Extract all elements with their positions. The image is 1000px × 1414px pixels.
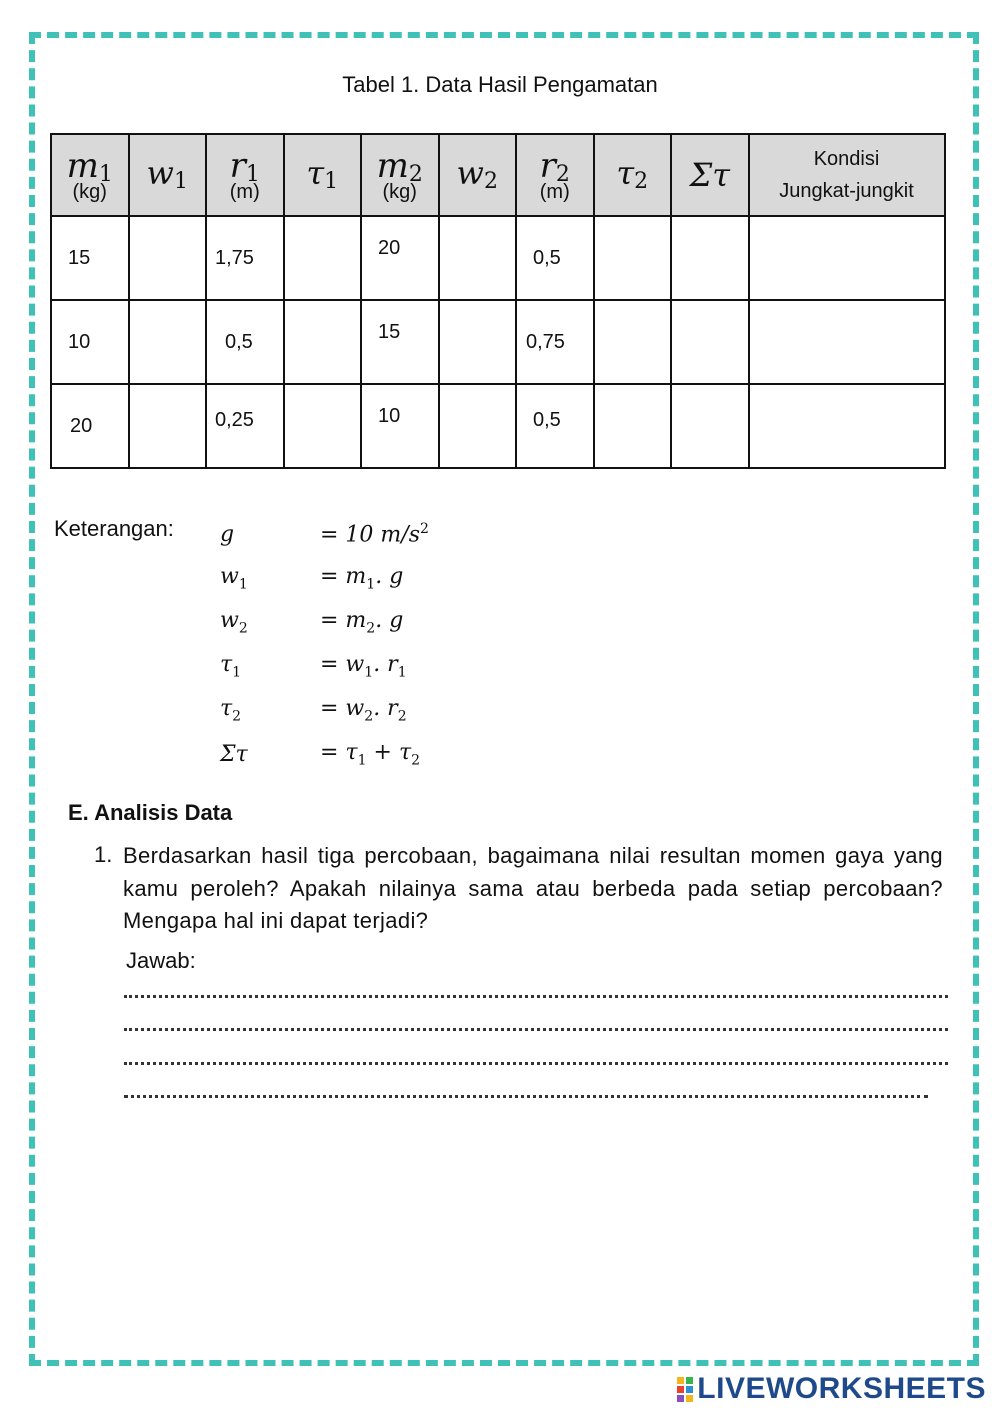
header-tau1: $\tau_1$ <box>284 134 362 216</box>
cell-tau1-input[interactable] <box>284 216 362 300</box>
answer-line[interactable] <box>124 1095 928 1098</box>
formula-g: g = 10 $m/s^2$ <box>220 520 429 548</box>
cell-r2: 0,75 <box>516 300 594 384</box>
formula-list <box>220 512 429 776</box>
answer-line[interactable] <box>124 995 948 998</box>
unit-label: (m) <box>229 180 260 203</box>
section-title: E. Analisis Data <box>68 800 233 825</box>
question-number: 1. <box>94 842 113 867</box>
cell-tau2-input[interactable] <box>594 216 672 300</box>
cell-m2: 10 <box>361 384 439 468</box>
cell-kondisi-input[interactable] <box>749 384 945 468</box>
answer-line[interactable] <box>124 1062 948 1065</box>
cell-m1: 20 <box>51 384 129 468</box>
question-text: Berdasarkan hasil tiga percobaan, bagaimana nilai resultan momen gaya yang kamu peroleh? Apakah nilainya sama atau berbeda pada setiap percobaan? Mengapa hal ini dapat terjadi? <box>123 843 943 933</box>
formula-w1: $w_1$ = $m_1$. g <box>220 563 404 593</box>
liveworksheets-logo <box>677 1372 986 1406</box>
header-sum-tau: Στ <box>671 134 749 216</box>
observation-table <box>50 133 946 469</box>
keterangan-label: Keterangan: <box>54 516 174 541</box>
cell-sum-tau-input[interactable] <box>671 300 749 384</box>
header-w2: $w_2$ <box>439 134 517 216</box>
table-row <box>51 216 945 300</box>
cell-w2-input[interactable] <box>439 216 517 300</box>
cell-w2-input[interactable] <box>439 300 517 384</box>
cell-tau1-input[interactable] <box>284 384 362 468</box>
formula-tau2: $\tau_2$ = $w_2$. $r_2$ <box>220 695 407 725</box>
unit-label: (m) <box>539 180 570 203</box>
cell-m1: 15 <box>51 216 129 300</box>
cell-w1-input[interactable] <box>129 216 207 300</box>
table-header-row <box>51 134 945 216</box>
answer-line[interactable] <box>124 1028 948 1031</box>
unit-label: (kg) <box>72 180 107 203</box>
cell-tau2-input[interactable] <box>594 300 672 384</box>
cell-r1: 0,25 <box>206 384 284 468</box>
cell-sum-tau-input[interactable] <box>671 384 749 468</box>
formula-w2: $w_2$ = $m_2$. g <box>220 607 404 637</box>
cell-r2: 0,5 <box>516 384 594 468</box>
answer-label: Jawab: <box>126 948 196 973</box>
cell-sum-tau-input[interactable] <box>671 216 749 300</box>
header-m2: $m_2$ (kg) <box>361 134 439 216</box>
logo-text: LIVEWORKSHEETS <box>697 1372 986 1405</box>
cell-w2-input[interactable] <box>439 384 517 468</box>
formula-tau1: $\tau_1$ = $w_1$. $r_1$ <box>220 651 407 681</box>
cell-tau2-input[interactable] <box>594 384 672 468</box>
header-tau2: $\tau_2$ <box>594 134 672 216</box>
header-kondisi: Kondisi Jungkat-jungkit <box>749 134 945 216</box>
cell-r2: 0,5 <box>516 216 594 300</box>
cell-r1: 1,75 <box>206 216 284 300</box>
cell-kondisi-input[interactable] <box>749 300 945 384</box>
cell-r1: 0,5 <box>206 300 284 384</box>
cell-tau1-input[interactable] <box>284 300 362 384</box>
table-row <box>51 384 945 468</box>
cell-m2: 20 <box>361 216 439 300</box>
table-row <box>51 300 945 384</box>
cell-m2: 15 <box>361 300 439 384</box>
cell-w1-input[interactable] <box>129 300 207 384</box>
table-caption: Tabel 1. Data Hasil Pengamatan <box>342 72 658 97</box>
header-r1: $r_1$ (m) <box>206 134 284 216</box>
cell-kondisi-input[interactable] <box>749 216 945 300</box>
header-r2: $r_2$ (m) <box>516 134 594 216</box>
unit-label: (kg) <box>382 180 417 203</box>
formula-sum-tau: Στ = $\tau_1 + \tau_2$ <box>220 739 421 769</box>
logo-icon <box>677 1377 693 1402</box>
cell-w1-input[interactable] <box>129 384 207 468</box>
cell-m1: 10 <box>51 300 129 384</box>
header-w1: $w_1$ <box>129 134 207 216</box>
header-m1: $m_1$ (kg) <box>51 134 129 216</box>
